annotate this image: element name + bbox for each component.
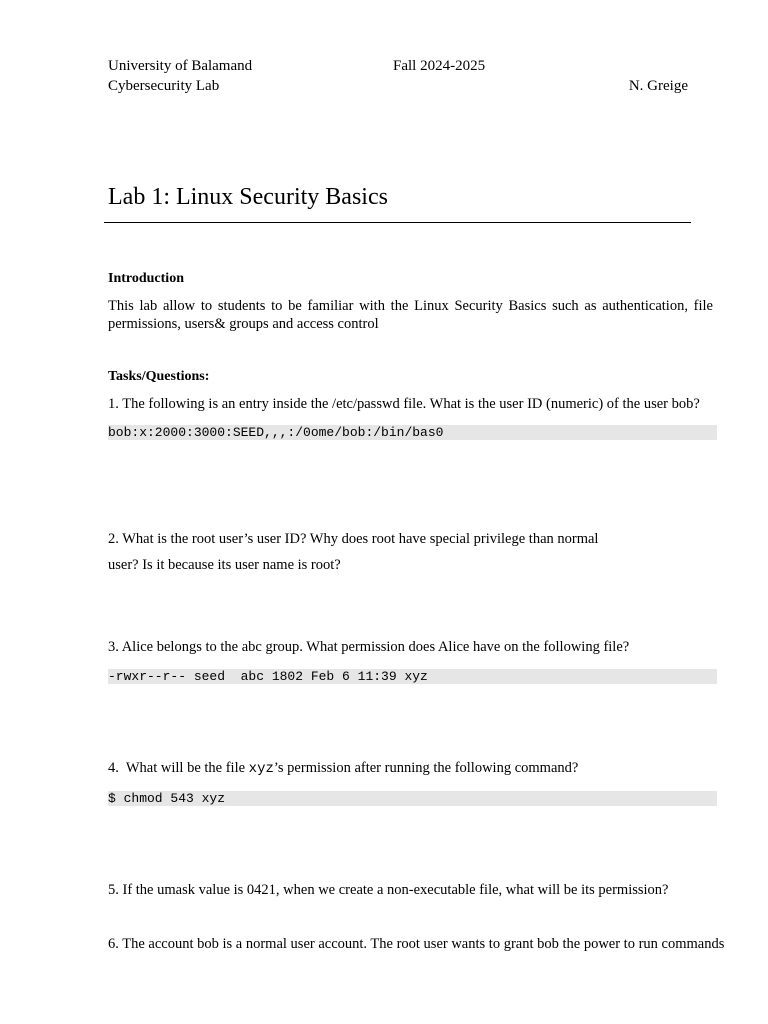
question-1-code: [108, 425, 717, 440]
tasks-heading: Tasks/Questions:: [108, 369, 210, 384]
question-4-suffix: ’s permission after running the following command?: [273, 760, 579, 776]
question-1: 1. The following is an entry inside the /etc/passwd file. What is the user ID (numeric) of the user bob?: [108, 396, 700, 412]
question-3-code-text: -rwxr--r-- seed abc 1802 Feb 6 11:39 xyz: [108, 669, 428, 684]
introduction-heading: Introduction: [108, 271, 184, 286]
question-3-code: [108, 669, 717, 684]
question-5: 5. If the umask value is 0421, when we create a non-executable file, what will be its permission?: [108, 882, 669, 898]
question-4-code-text: $ chmod 543 xyz: [108, 791, 226, 806]
question-2-line-1: 2. What is the root user’s user ID? Why does root have special privilege than normal: [108, 531, 599, 547]
question-4-file: xyz: [248, 761, 274, 777]
introduction-body: This lab allow to students to be familiar with the Linux Security Basics such as authentication, file permissions, users& groups and access control: [108, 298, 713, 332]
university-name: University of Balamand: [108, 58, 253, 74]
instructor-name: N. Greige: [628, 78, 688, 94]
semester: Fall 2024-2025: [393, 58, 486, 74]
question-4-prefix: 4. What will be the file: [108, 760, 249, 776]
question-4-code: [108, 791, 717, 806]
question-4: [108, 759, 578, 778]
question-6: 6. The account bob is a normal user account. The root user wants to grant bob the power to run commands: [108, 936, 725, 952]
question-1-code-text: bob:x:2000:3000:SEED,,,:/0ome/bob:/bin/bas0: [108, 425, 444, 440]
question-3: 3. Alice belongs to the abc group. What permission does Alice have on the following file?: [108, 639, 630, 655]
question-2-line-2: user? Is it because its user name is root?: [108, 557, 341, 573]
title-divider: [104, 222, 691, 223]
course-name: Cybersecurity Lab: [108, 78, 220, 94]
page-title: Lab 1: Linux Security Basics: [108, 184, 388, 210]
